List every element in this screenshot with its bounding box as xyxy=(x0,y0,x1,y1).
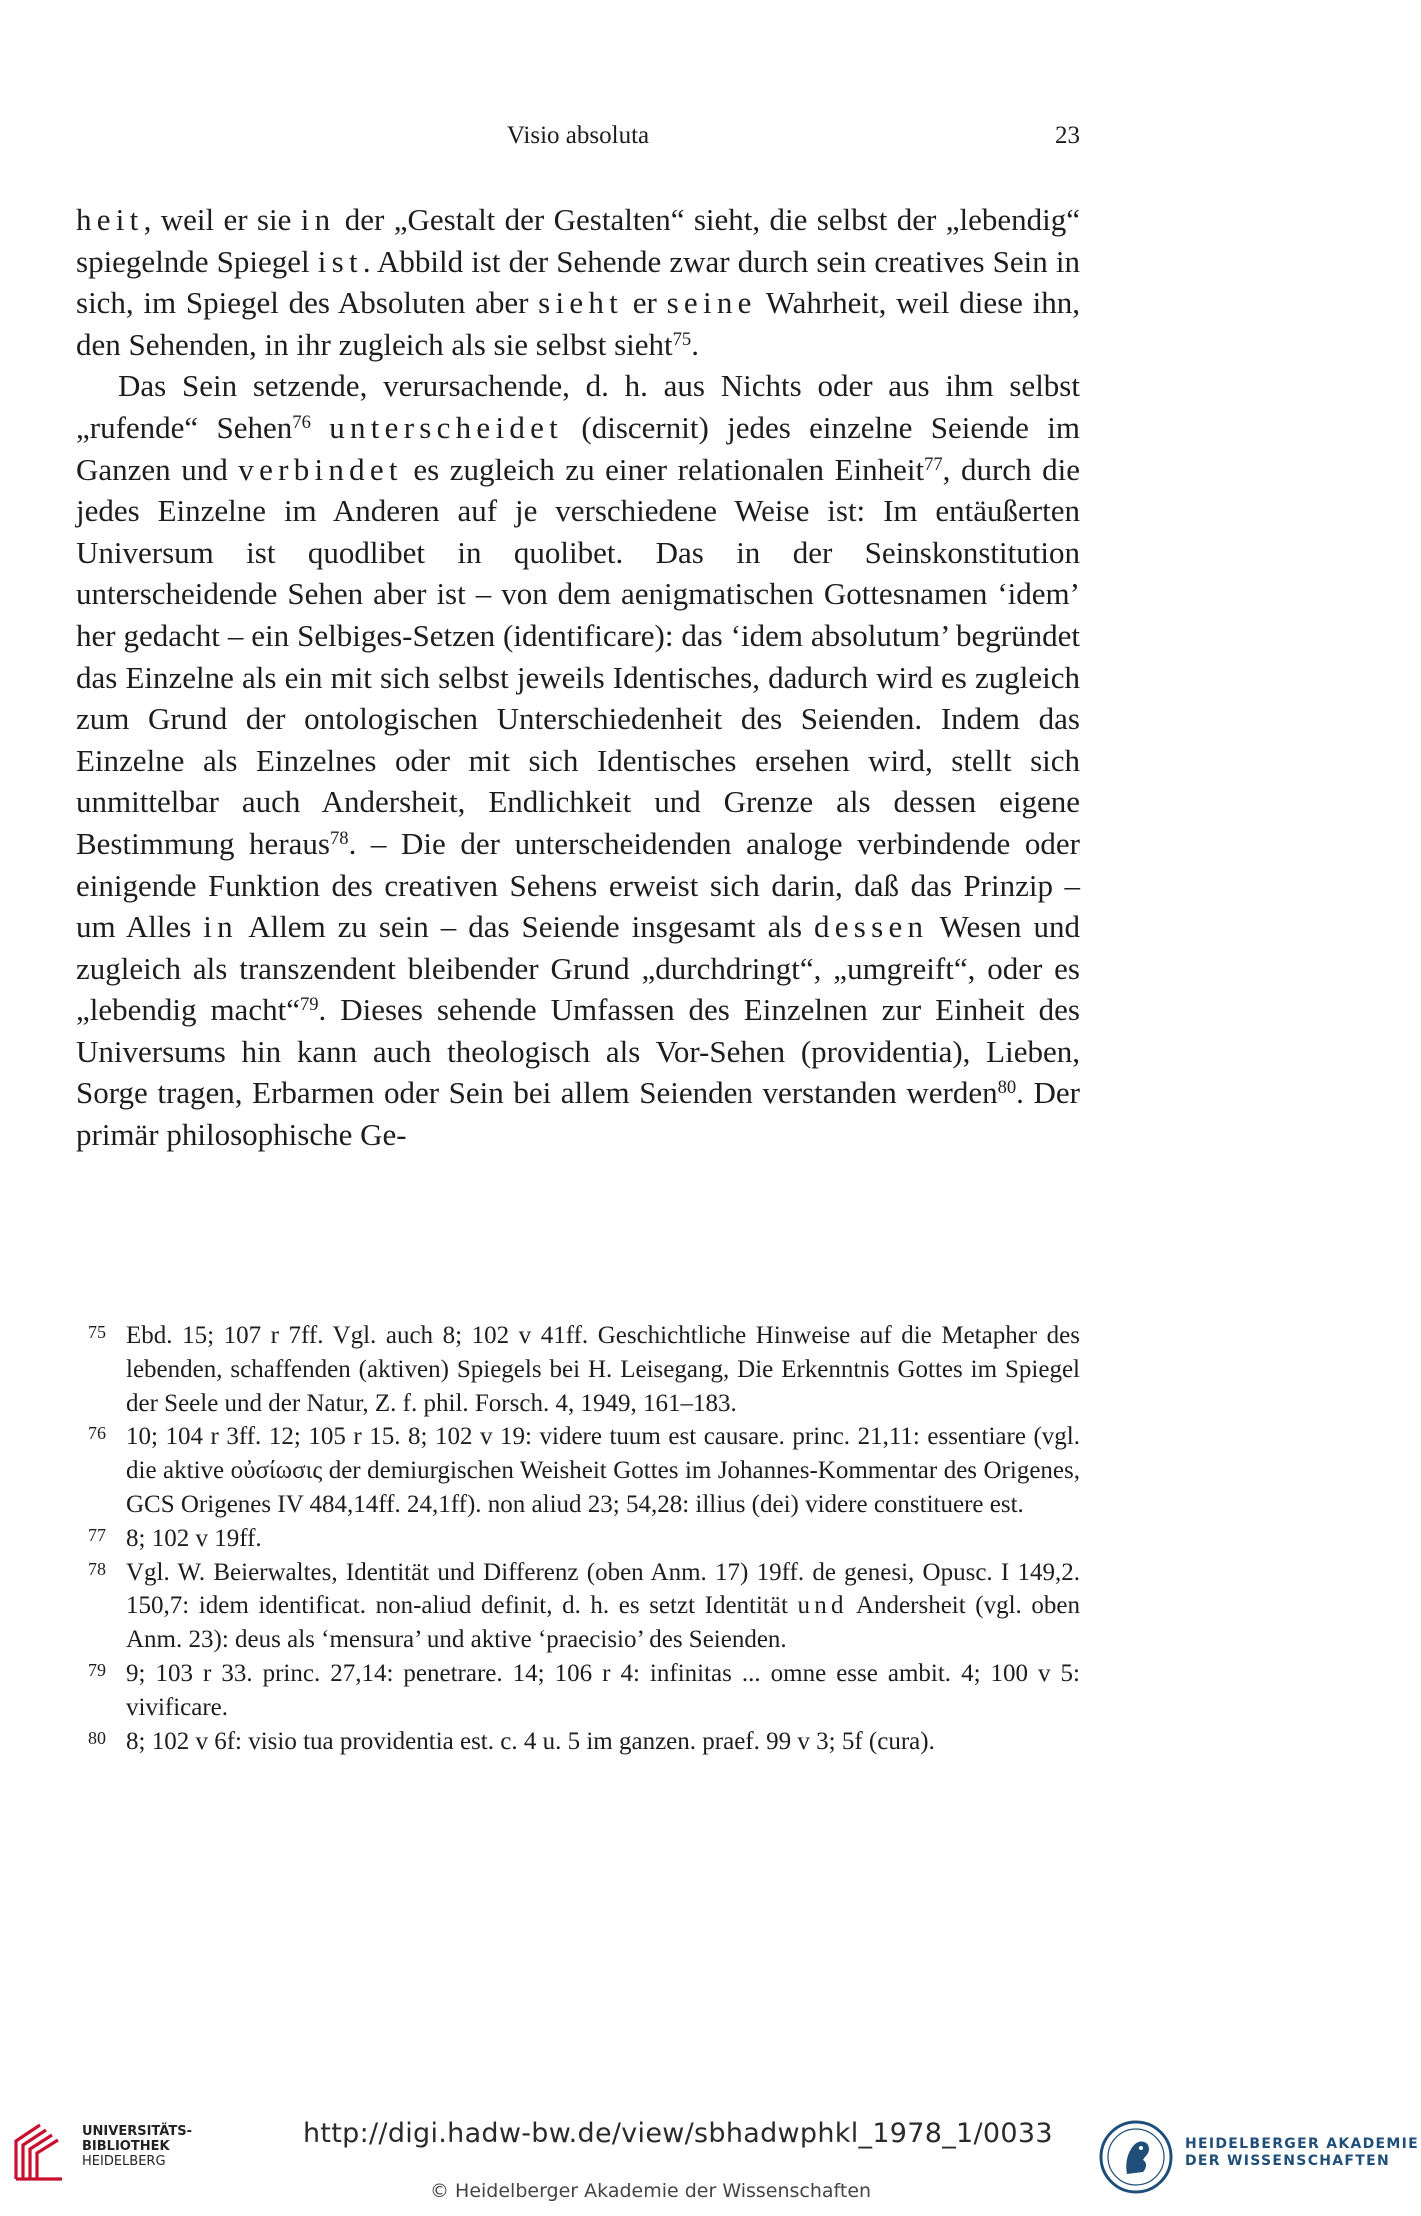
footnote-text: 8; 102 v 6f: visio tua providentia est. c. 4 u. 5 im ganzen. praef. 99 v 3; 5f (cura). xyxy=(126,1727,935,1755)
text-run: . Abbild ist der Sehende zwar durch sein creatives Sein in sich, im Spiegel des Absoluten aber xyxy=(76,243,1080,321)
text-run: es zugleich zu einer relationalen Einheit xyxy=(402,451,925,487)
page-header xyxy=(76,122,1080,162)
text-run: . Dieses sehende Umfassen des Einzelnen zur Einheit des Universums hin kann auch theologisch als Vor-Sehen (providentia), Lieben, Sorge tragen, Erbarmen oder Sein bei allem Seienden verstanden werden xyxy=(76,992,1080,1111)
footnote-text: Andersheit (vgl. oben Anm. 23): deus als ‘mensura’ und aktive ‘praecisio’ des Seienden. xyxy=(126,1592,1080,1654)
running-title: Visio absoluta xyxy=(506,122,650,149)
source-url-link[interactable]: http://digi.hadw-bw.de/view/sbhadwphkl_1978_1/0033 xyxy=(303,2118,1053,2149)
footnote-79 xyxy=(76,1657,1080,1725)
spaced-word: heit xyxy=(76,202,144,237)
footnote-ref-76: 76 xyxy=(292,411,311,433)
footnote-77 xyxy=(76,1522,1080,1556)
footnote-number: 79 xyxy=(88,1659,106,1680)
text-run: . Der primär philosophische Ge- xyxy=(76,1075,1080,1153)
library-name-line: UNIVERSITÄTS- xyxy=(82,2124,192,2139)
footnotes xyxy=(76,1319,1080,1758)
text-run: (discernit) jedes einzelne Seiende im Ganzen und xyxy=(76,409,1080,487)
footnote-78 xyxy=(76,1556,1080,1657)
copyright-notice: © Heidelberger Akademie der Wissenschaften xyxy=(430,2180,872,2202)
library-logo-icon[interactable] xyxy=(12,2121,72,2187)
spaced-word: sieht xyxy=(538,285,624,321)
text-run: Wesen und zugleich als transzendent bleibender Grund „durchdringt“, „umgreift“, oder es „lebendig macht“ xyxy=(76,909,1080,1028)
academy-name-line: HEIDELBERGER AKADEMIE xyxy=(1185,2136,1420,2152)
footnote-80 xyxy=(76,1725,1080,1759)
paragraph-2 xyxy=(76,365,1080,1155)
spaced-word: verbindet xyxy=(238,451,403,487)
text-run: , durch die jedes Einzelne im Anderen auf je verschiedene Weise ist: Im entäußerten Universum ist quodlibet in quolibet. Das in der Seinskonstitution unterscheidende Sehen aber ist – von dem aenigmatischen Gottesnamen ‘idem’ her gedacht – ein Selbiges-Setzen (identificare): das ‘idem absolutum’ begründet das Einzelne als ein mit sich selbst jeweils Identisches, dadurch wird es zugleich zum Grund der ontologischen Unterschiedenheit des Seienden. Indem das Einzelne als Einzelnes oder mit sich Identisches ersehen wird, stellt sich unmittelbar auch Andersheit, Endlichkeit und Grenze als dessen eigene Bestimmung heraus xyxy=(76,451,1080,861)
text-run: . xyxy=(691,326,699,362)
spaced-word: und xyxy=(797,1592,848,1620)
footnote-ref-79: 79 xyxy=(299,994,319,1016)
footnote-ref-80: 80 xyxy=(997,1077,1017,1099)
footnote-ref-77: 77 xyxy=(924,453,943,475)
page-number: 23 xyxy=(1055,122,1080,149)
footnote-text: 8; 102 v 19ff. xyxy=(126,1524,262,1552)
main-text xyxy=(76,199,1080,1156)
footnote-ref-78: 78 xyxy=(329,827,349,849)
spaced-word: dessen xyxy=(813,909,929,945)
academy-name-line: DER WISSENSCHAFTEN xyxy=(1185,2153,1391,2169)
spaced-word: seine xyxy=(666,285,757,321)
spaced-word: unterscheidet xyxy=(329,409,564,445)
library-name-line: BIBLIOTHEK xyxy=(82,2139,170,2154)
spaced-word: in xyxy=(203,909,238,945)
spaced-word: in xyxy=(300,202,336,237)
text-run xyxy=(311,410,329,445)
academy-name xyxy=(1185,2136,1419,2170)
text-run: er xyxy=(623,285,667,321)
footnote-76 xyxy=(76,1420,1080,1521)
footnote-ref-75: 75 xyxy=(672,328,692,350)
library-name xyxy=(82,2124,192,2169)
text-run: Wahrheit, weil diese ihn, den Sehenden, in ihr zugleich als sie selbst sieht xyxy=(76,285,1080,362)
footnote-number: 80 xyxy=(88,1727,106,1748)
footnote-text: 9; 103 r 33. princ. 27,14: penetrare. 14; 106 r 4: infinitas ... omne esse ambit. 4; 100 v 5: vivificare. xyxy=(126,1659,1080,1721)
library-name-line: HEIDELBERG xyxy=(82,2154,166,2169)
academy-seal-icon[interactable] xyxy=(1097,2118,1175,2200)
footnote-number: 77 xyxy=(88,1524,106,1545)
text-run: der „Gestalt der Gestalten“ sieht, die selbst der „lebendig“ spiegelnde Spiegel xyxy=(76,202,1080,279)
text-run: , weil er sie xyxy=(143,202,301,237)
footnote-number: 78 xyxy=(88,1558,106,1579)
footnote-text: Vgl. W. Beierwaltes, Identität und Differenz (oben Anm. 17) 19ff. de genesi, Opusc. I 149,2. 150,7: idem identificat. non-aliud definit, d. h. es setzt Identität xyxy=(126,1558,1080,1620)
footnote-75 xyxy=(76,1319,1080,1420)
paragraph-1 xyxy=(76,199,1080,365)
text-run: Allem zu sein – das Seiende insgesamt als xyxy=(237,909,814,945)
footnote-text: Ebd. 15; 107 r 7ff. Vgl. auch 8; 102 v 41ff. Geschichtliche Hinweise auf die Metapher des lebenden, schaffenden (aktiven) Spiegels bei H. Leisegang, Die Erkenntnis Gottes im Spiegel der Seele und der Natur, Z. f. phil. Forsch. 4, 1949, 161–183. xyxy=(126,1322,1080,1417)
text-run: . – Die der unterscheidenden analoge verbindende oder einigende Funktion des creativen Sehens erweist sich darin, daß das Prinzip – um Alles xyxy=(76,825,1080,945)
text-run: Das Sein setzende, verursachende, d. h. aus Nichts oder aus ihm selbst „rufende“ Sehen xyxy=(76,368,1080,445)
spaced-word: ist xyxy=(317,243,363,279)
footnote-number: 76 xyxy=(88,1423,106,1444)
page-footer xyxy=(0,2108,1421,2216)
footnote-number: 75 xyxy=(88,1322,106,1342)
footnote-text: 10; 104 r 3ff. 12; 105 r 15. 8; 102 v 19: videre tuum est causare. princ. 21,11: essentiare (vgl. die aktive οὐσίωσις der demiurgischen Weisheit Gottes im Johannes-Kommentar des Origenes, GCS Origenes IV 484,14ff. 24,1ff). non aliud 23; 54,28: illius (dei) videre constituere est. xyxy=(126,1423,1080,1518)
